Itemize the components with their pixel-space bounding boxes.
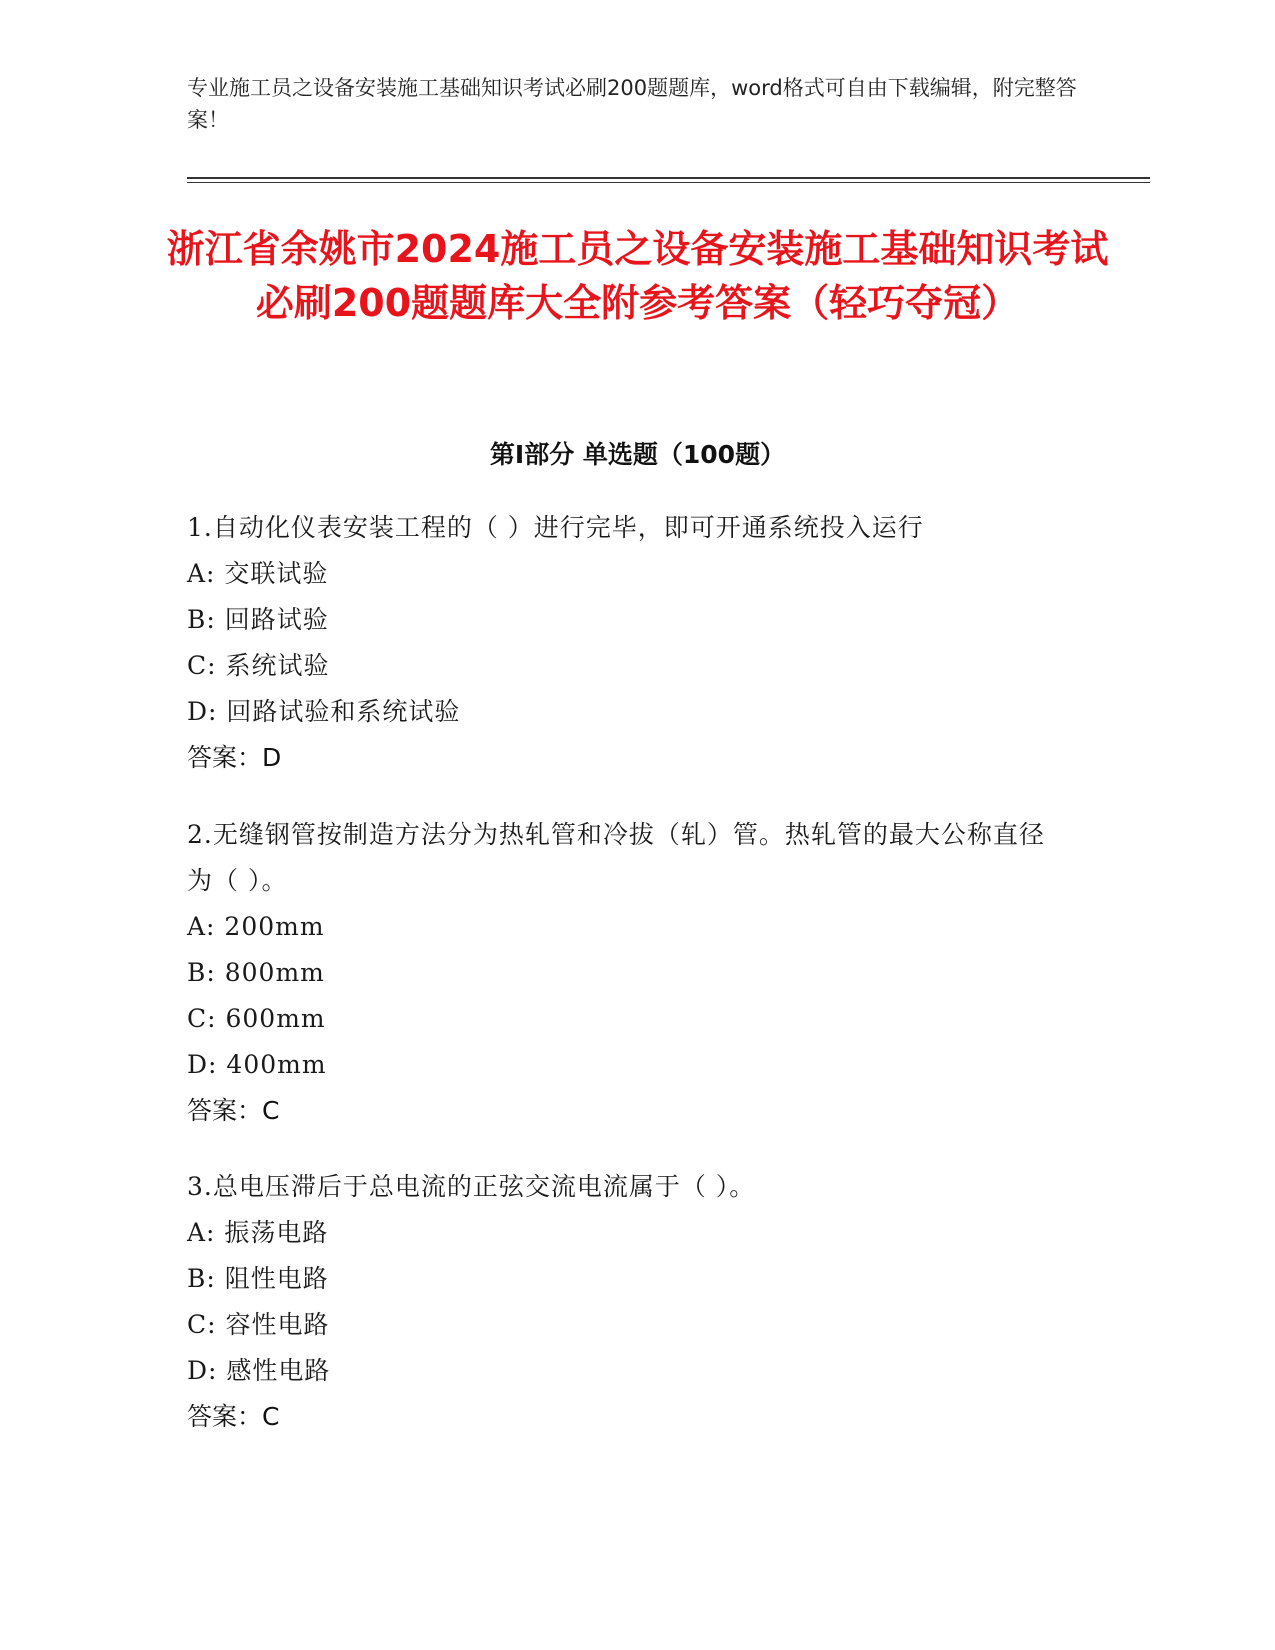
option-c: C: 600mm xyxy=(187,1004,326,1033)
option-a: A: 振荡电路 xyxy=(187,1218,329,1247)
question-stem: 3.总电压滞后于总电流的正弦交流电流属于（ ）。 xyxy=(187,1172,756,1201)
question-2 xyxy=(187,812,1067,1134)
header-note: 专业施工员之设备安装施工基础知识考试必刷200题题库，word格式可自由下载编辑，附完整答案！ xyxy=(187,76,1077,132)
question-stem: 1.自动化仪表安装工程的（ ）进行完毕，即可开通系统投入运行 xyxy=(187,513,924,542)
answer: 答案：C xyxy=(187,1402,280,1431)
answer: 答案：D xyxy=(187,743,282,772)
question-3 xyxy=(187,1164,1067,1440)
question-stem: 2.无缝钢管按制造方法分为热轧管和冷拔（轧）管。热轧管的最大公称直径为（ ）。 xyxy=(187,820,1045,895)
option-d: D: 回路试验和系统试验 xyxy=(187,697,461,726)
option-c: C: 容性电路 xyxy=(187,1310,330,1339)
document-title: 浙江省余姚市2024施工员之设备安装施工基础知识考试必刷200题题库大全附参考答案（轻巧夺冠） xyxy=(166,227,1109,325)
header-divider-thin xyxy=(187,182,1150,183)
section-heading: 第Ⅰ部分 单选题（100题） xyxy=(489,440,786,469)
option-d: D: 感性电路 xyxy=(187,1356,331,1385)
option-b: B: 阻性电路 xyxy=(187,1264,329,1293)
header-divider-thick xyxy=(187,177,1150,179)
option-a: A: 200mm xyxy=(187,912,325,941)
option-d: D: 400mm xyxy=(187,1050,327,1079)
answer: 答案：C xyxy=(187,1096,280,1125)
question-1 xyxy=(187,505,1067,781)
option-b: B: 800mm xyxy=(187,958,325,987)
option-c: C: 系统试验 xyxy=(187,651,330,680)
option-b: B: 回路试验 xyxy=(187,605,329,634)
option-a: A: 交联试验 xyxy=(187,559,329,588)
